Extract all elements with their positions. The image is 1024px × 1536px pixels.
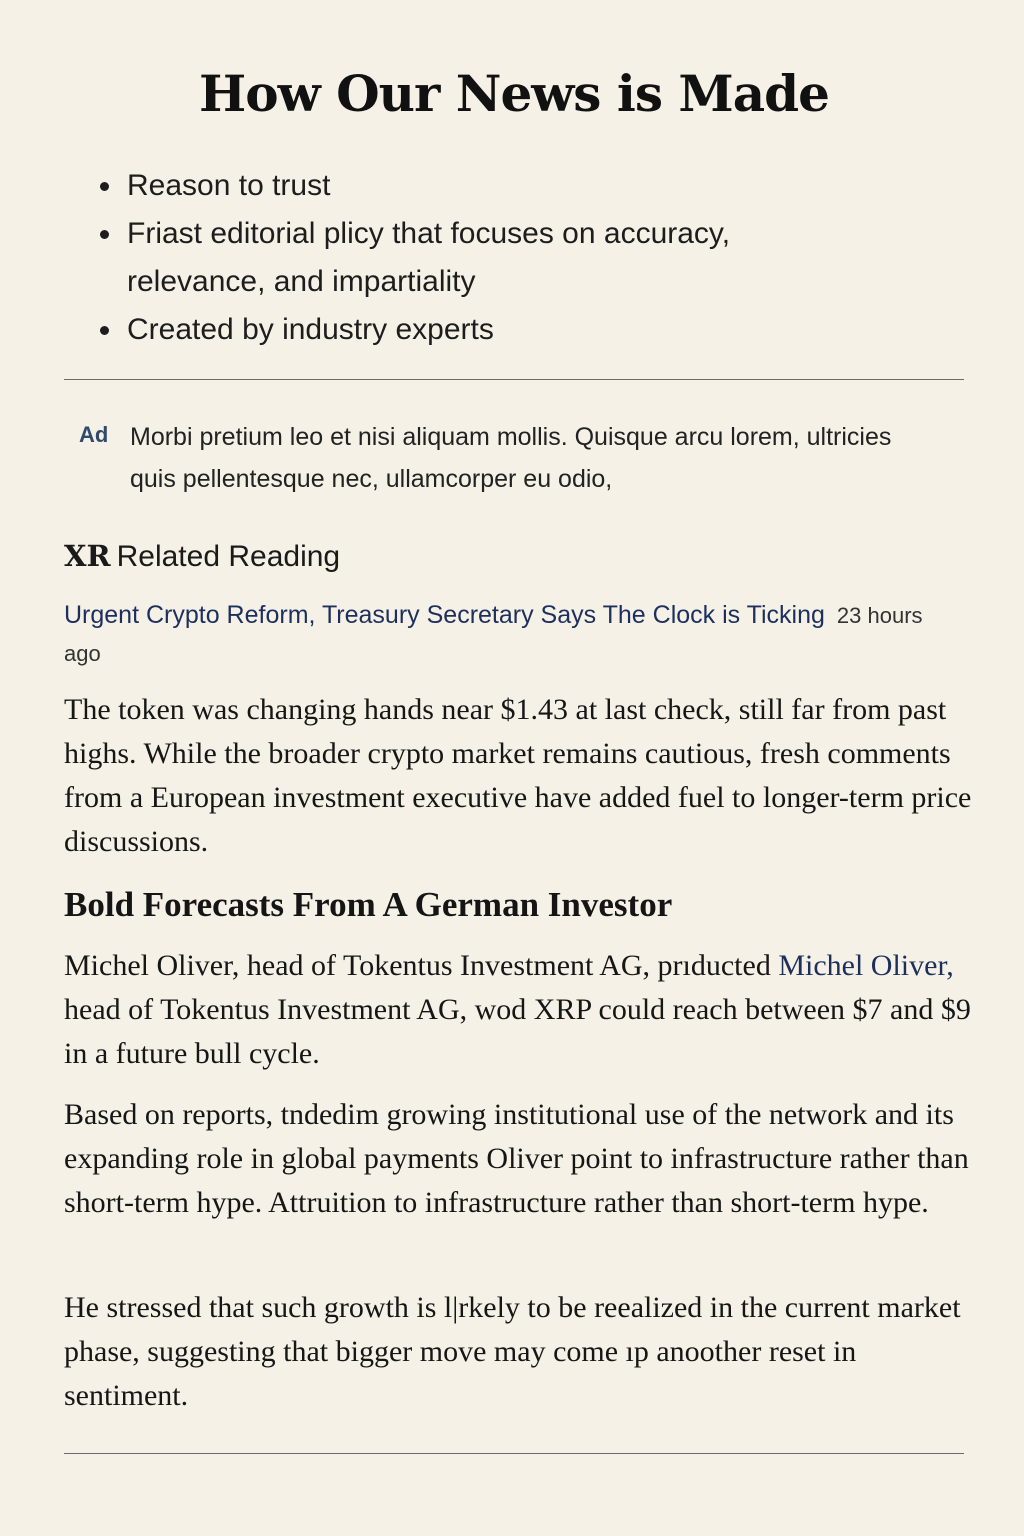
article-paragraph: He stressed that such growth is l|rkely to be reealized in the current market phase, suggesting that bigger move may come ıp anoother reset in sentiment.	[64, 1291, 961, 1412]
list-item-text: Created by industry experts	[127, 313, 494, 346]
author-link[interactable]: Michel Oliver,	[778, 949, 954, 982]
bullet-icon	[100, 326, 109, 335]
paragraph-text: Michel Oliver, head of Tokentus Investment AG, prıducted	[64, 949, 779, 982]
section-heading: Bold Forecasts From A German Investor	[64, 885, 673, 924]
divider	[64, 379, 964, 380]
list-item	[100, 210, 860, 306]
ad-text[interactable]: Morbi pretium leo et nisi aliquam mollis. Quisque arcu lorem, ultricies quis pellentesque nec, ullamcorper eu odio,	[130, 423, 892, 493]
related-reading-heading	[64, 536, 340, 577]
xr-logo-icon: XR	[64, 539, 111, 573]
list-item-text: Friast editorial plicy that focuses on accuracy, relevance, and impartiality	[127, 217, 731, 298]
bullet-icon	[100, 182, 109, 191]
related-article	[64, 598, 964, 674]
related-article-time: 23 hours ago	[64, 603, 923, 666]
divider	[64, 1453, 964, 1454]
related-heading-label: Related Reading	[116, 540, 341, 573]
page-title: How Our News is Made	[199, 64, 829, 123]
trust-list	[100, 162, 860, 354]
bullet-icon	[100, 230, 109, 239]
related-article-link[interactable]: Urgent Crypto Reform, Treasury Secretary Says The Clock is Ticking	[64, 601, 825, 629]
article-paragraph: Based on reports, tndedim growing institutional use of the network and its expanding role in global payments Oliver point to infrastructure rather than short-term hype. Attruition to infrastructure rather than short-term hype.	[64, 1098, 969, 1219]
paragraph-text: head of Tokentus Investment AG, wod XRP could reach between $7 and $9 in a future bull cycle.	[64, 993, 971, 1070]
list-item-text: Reason to trust	[127, 169, 331, 202]
article-paragraph	[64, 944, 974, 1076]
article-paragraph-intro: The token was changing hands near $1.43 at last check, still far from past highs. While the broader crypto market remains cautious, fresh comments from a European investment executive have added fuel to longer-term price discussions.	[64, 693, 972, 858]
list-item	[100, 306, 860, 354]
list-item	[100, 162, 860, 210]
ad-label: Ad	[79, 422, 109, 447]
